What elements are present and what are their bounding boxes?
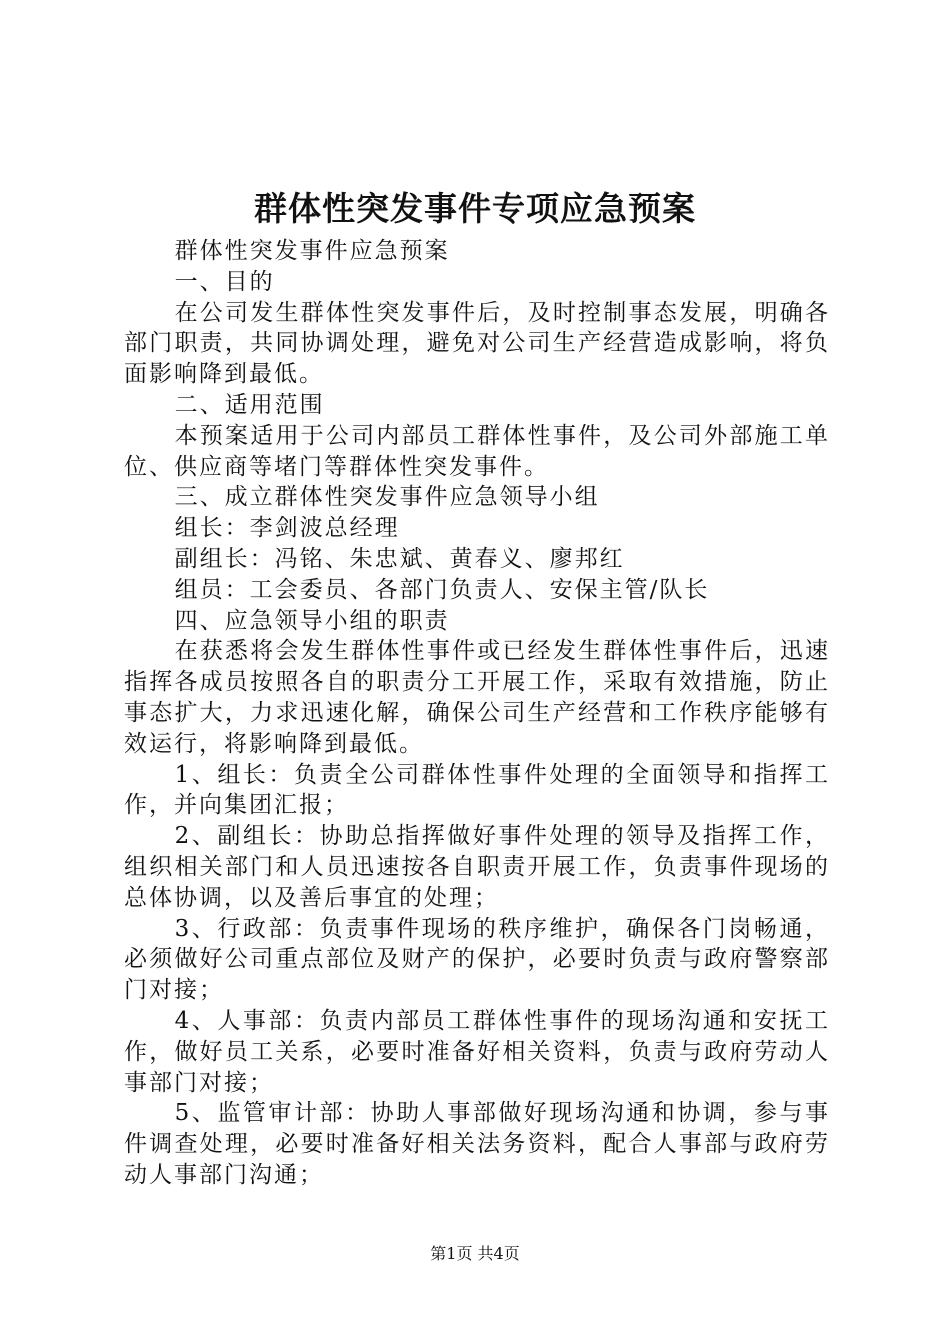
list-item: 3、行政部：负责事件现场的秩序维护，确保各门岗畅通，必须做好公司重点部位及财产的保护，必要时负责与政府警察部门对接； xyxy=(124,915,830,1004)
paragraph: 群体性突发事件应急预案 xyxy=(174,238,450,264)
list-item: 4、人事部：负责内部员工群体性事件的现场沟通和安抚工作，做好员工关系，必要时准备好相关资料，负责与政府劳动人事部门对接； xyxy=(124,1007,830,1096)
paragraph: 组长：李剑波总经理 xyxy=(174,515,400,542)
list-item: 2、副组长：协助总指挥做好事件处理的领导及指挥工作，组织相关部门和人员迅速按各自职责开展工作，负责事件现场的总体协调，以及善后事宜的处理； xyxy=(124,823,830,911)
section-heading: 一、目的 xyxy=(174,268,275,295)
document-body xyxy=(124,236,830,1191)
list-item: 1、组长：负责全公司群体性事件处理的全面领导和指挥工作，并向集团汇报； xyxy=(124,761,830,819)
section-heading: 二、适用范围 xyxy=(174,391,325,418)
paragraph: 在获悉将会发生群体性事件或已经发生群体性事件后，迅速指挥各成员按照各自的职责分工开展工作，采取有效措施，防止事态扩大，力求迅速化解，确保公司生产经营和工作秩序能够有效运行，将影响降到最低。 xyxy=(124,638,830,757)
paragraph: 组员：工会委员、各部门负责人、安保主管/队长 xyxy=(174,576,710,603)
paragraph: 副组长：冯铭、朱忠斌、黄春义、廖邦红 xyxy=(174,545,625,572)
page-footer: 第1页 共4页 xyxy=(430,1244,520,1263)
section-heading: 四、应急领导小组的职责 xyxy=(174,607,450,634)
paragraph: 本预案适用于公司内部员工群体性事件，及公司外部施工单位、供应商等堵门等群体性突发事件。 xyxy=(124,422,830,480)
paragraph: 在公司发生群体性突发事件后，及时控制事态发展，明确各部门职责，共同协调处理，避免对公司生产经营造成影响，将负面影响降到最低。 xyxy=(124,299,830,388)
section-heading: 三、成立群体性突发事件应急领导小组 xyxy=(174,484,600,511)
list-item: 5、监管审计部：协助人事部做好现场沟通和协调，参与事件调查处理，必要时准备好相关法务资料，配合人事部与政府劳动人事部门沟通； xyxy=(124,1100,830,1188)
document-title: 群体性突发事件专项应急预案 xyxy=(254,189,696,228)
